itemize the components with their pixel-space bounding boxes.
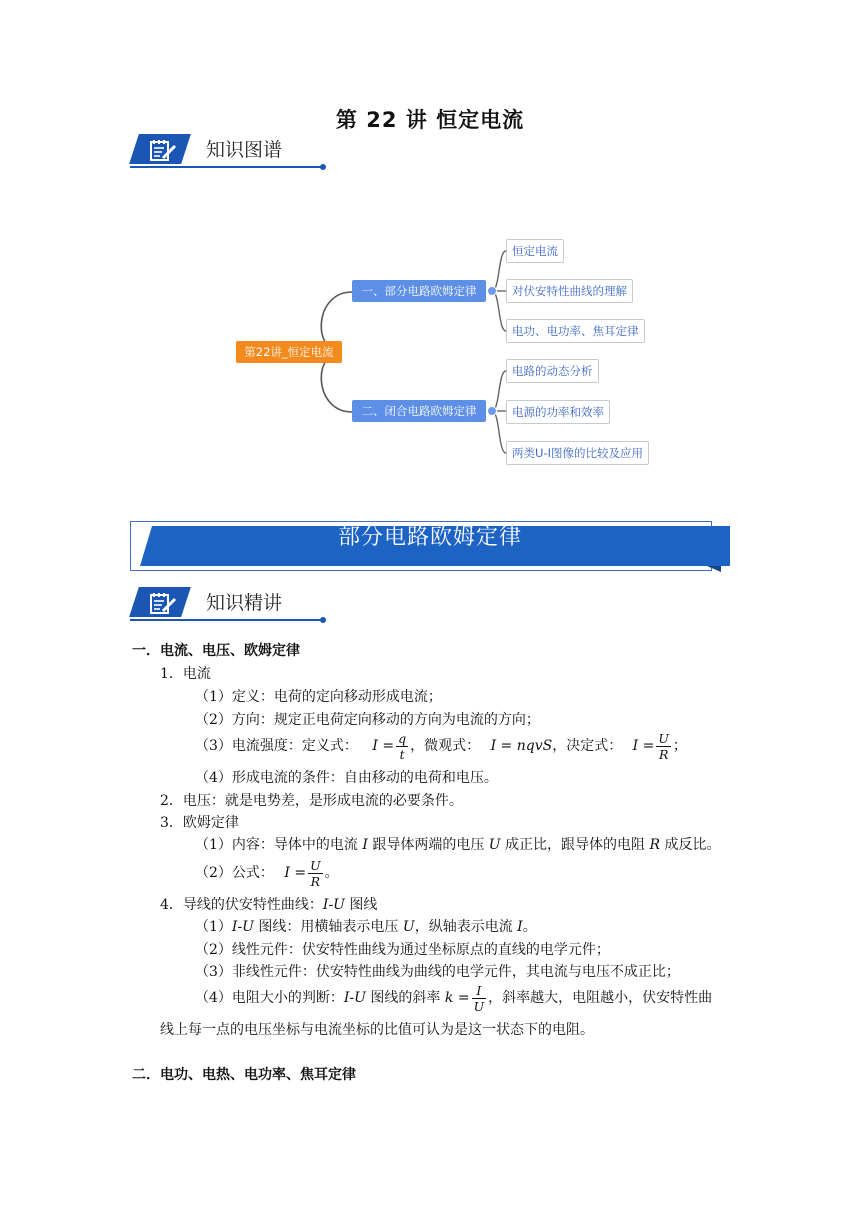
mind-map-leaf: 电功、电功率、焦耳定律 [506, 319, 645, 343]
paragraph: 线上每一点的电压坐标与电流坐标的比值可认为是这一状态下的电阻。 [160, 1022, 594, 1038]
section-heading: 二．电功、电热、电功率、焦耳定律 [132, 1067, 356, 1083]
paragraph: （4）形成电流的条件：自由移动的电荷和电压。 [195, 770, 498, 786]
formula-ohm: I = $\frac{U}{R}$ [284, 857, 321, 889]
paragraph: 2．电压：就是电势差，是形成电流的必要条件。 [160, 793, 463, 809]
item-title: 4．导线的伏安特性曲线：I-U 图线 [160, 897, 378, 913]
mind-map-root: 第22讲_恒定电流 [236, 341, 342, 363]
section-tag-lecture [130, 585, 330, 625]
mind-map-branch: 一、部分电路欧姆定律 [352, 280, 486, 302]
paragraph-ohm-content: （1）内容：导体中的电流 I 跟导体两端的电压 U 成正比，跟导体的电阻 R 成反比。 [195, 837, 721, 853]
section-tag-label: 知识精讲 [206, 592, 283, 614]
mind-map [0, 0, 860, 480]
notepad-pencil-icon [148, 138, 178, 162]
section-tag-knowledge-map [130, 132, 330, 172]
paragraph-current-formulas: （3）电流强度：定义式： I = $\frac{q}{t}$ ，微观式： I = nqvS，决定式： I = $\frac{U}{R}$ ； [195, 730, 687, 762]
item-title: 3．欧姆定律 [160, 815, 239, 831]
item-title: 1．电流 [160, 666, 211, 682]
mind-map-leaf: 两类U-I图像的比较及应用 [506, 441, 649, 465]
document-title: 第 22 讲 恒定电流 [335, 108, 525, 132]
section-banner-title: 部分电路欧姆定律 [337, 525, 522, 550]
mind-map-branch: 二、闭合电路欧姆定律 [352, 400, 486, 422]
paragraph: （2）线性元件：伏安特性曲线为通过坐标原点的直线的电学元件； [195, 942, 610, 958]
mind-map-leaf: 对伏安特性曲线的理解 [506, 279, 633, 303]
paragraph: （2）方向：规定正电荷定向移动的方向为电流的方向； [195, 712, 540, 728]
mind-map-connectors [0, 0, 860, 480]
formula-micro: I = nqvS [490, 738, 553, 754]
paragraph: （3）非线性元件：伏安特性曲线为曲线的电学元件，其电流与电压不成正比； [195, 964, 680, 980]
mind-map-leaf: 电路的动态分析 [506, 359, 599, 383]
paragraph-ohm-formula: （2）公式： I = $\frac{U}{R}$ 。 [195, 857, 339, 889]
formula-definition: I = $\frac{q}{t}$ [372, 730, 407, 762]
section-heading: 一．电流、电压、欧姆定律 [132, 643, 300, 659]
mind-map-leaf: 电源的功率和效率 [506, 400, 610, 424]
formula-slope: k = $\frac{I}{U}$ [444, 982, 485, 1014]
formula-ohm: I = $\frac{U}{R}$ [632, 730, 669, 762]
paragraph: （1）定义：电荷的定向移动形成电流； [195, 689, 442, 705]
paragraph: （1）I-U 图线：用横轴表示电压 U，纵轴表示电流 I。 [195, 919, 537, 935]
mind-map-leaf: 恒定电流 [506, 239, 564, 263]
section-tag-label: 知识图谱 [206, 139, 283, 161]
notepad-pencil-icon [148, 591, 178, 615]
paragraph-slope: （4）电阻大小的判断：I-U 图线的斜率 k = $\frac{I}{U}$ ，斜率越大，电阻越小，伏安特性曲 [195, 982, 713, 1014]
